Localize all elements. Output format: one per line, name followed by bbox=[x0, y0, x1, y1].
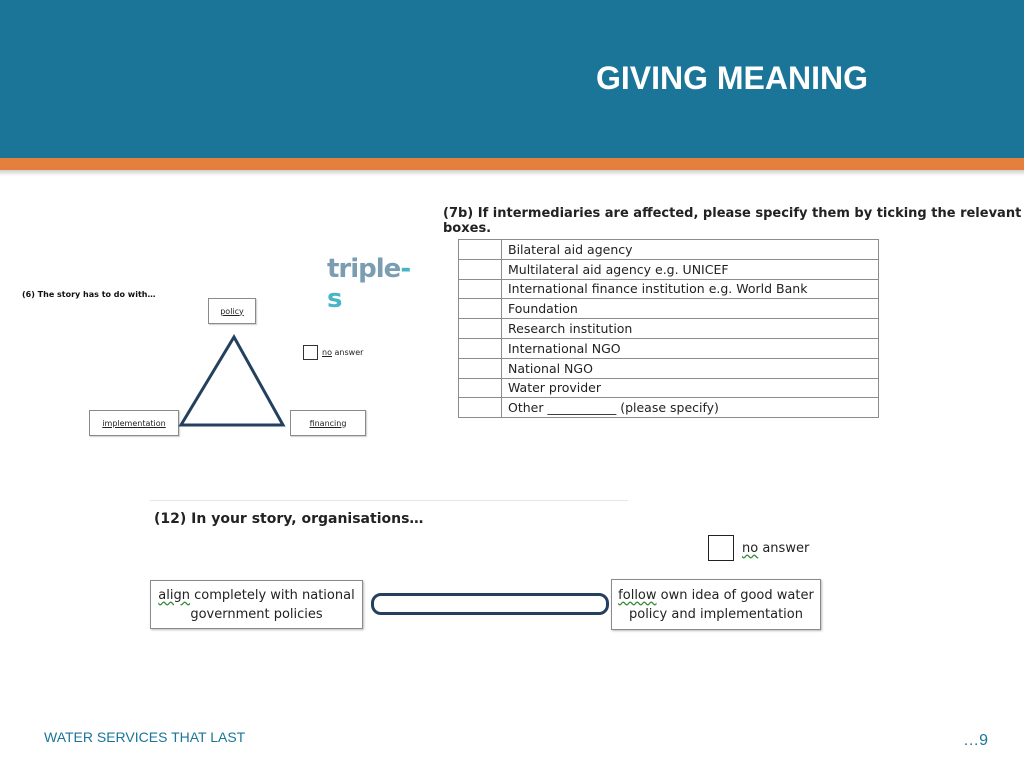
q6-answer-word: answer bbox=[331, 348, 364, 357]
option-label: Other ___________ (please specify) bbox=[502, 398, 879, 418]
q6-no-answer-label bbox=[322, 348, 363, 357]
policy-option[interactable]: policy bbox=[208, 298, 256, 324]
option-label: Foundation bbox=[502, 299, 879, 319]
table-row bbox=[459, 279, 879, 299]
align-option-box[interactable] bbox=[150, 580, 363, 629]
page-number: …9 bbox=[963, 732, 988, 749]
option-label: International NGO bbox=[502, 338, 879, 358]
option-label: National NGO bbox=[502, 358, 879, 378]
logo-suffix-text: -s bbox=[327, 254, 411, 314]
option-label: Multilateral aid agency e.g. UNICEF bbox=[502, 259, 879, 279]
triple-s-logo bbox=[327, 254, 423, 314]
logo-main-text: triple bbox=[327, 254, 401, 284]
table-row bbox=[459, 259, 879, 279]
alignment-scale-slider[interactable] bbox=[371, 593, 609, 615]
follow-option-box[interactable] bbox=[611, 579, 821, 630]
tick-box[interactable] bbox=[459, 398, 502, 418]
follow-rest: own idea of good water bbox=[656, 587, 814, 603]
q6-panel bbox=[18, 250, 423, 455]
financing-option[interactable]: financing bbox=[290, 410, 366, 436]
q12-question: (12) In your story, organisations… bbox=[154, 511, 424, 527]
q12-divider bbox=[150, 500, 628, 501]
slide-title: GIVING MEANING bbox=[595, 60, 868, 96]
q12-no-answer[interactable] bbox=[708, 535, 809, 561]
align-line2: government policies bbox=[190, 606, 323, 622]
q12-answer-word: answer bbox=[758, 540, 810, 556]
option-label: Water provider bbox=[502, 378, 879, 398]
q6-no-word: no bbox=[322, 348, 332, 357]
q7b-options-table bbox=[458, 239, 879, 418]
tick-box[interactable] bbox=[459, 299, 502, 319]
q6-question: (6) The story has to do with… bbox=[22, 290, 156, 299]
option-label: Bilateral aid agency bbox=[502, 240, 879, 260]
policy-triangle[interactable] bbox=[178, 334, 288, 429]
tick-box[interactable] bbox=[459, 319, 502, 339]
implementation-option[interactable]: implementation bbox=[89, 410, 179, 436]
align-option-text bbox=[158, 586, 354, 624]
follow-line2: policy and implementation bbox=[628, 606, 803, 622]
follow-word: follow bbox=[618, 587, 657, 603]
table-row bbox=[459, 299, 879, 319]
q12-no-answer-label bbox=[742, 541, 809, 556]
header-band bbox=[0, 0, 1024, 158]
header-accent-stripe bbox=[0, 158, 1024, 170]
option-label: International finance institution e.g. World Bank bbox=[502, 279, 879, 299]
table-row bbox=[459, 398, 879, 418]
q12-no-word: no bbox=[742, 540, 759, 556]
option-label: Research institution bbox=[502, 319, 879, 339]
tick-box[interactable] bbox=[459, 279, 502, 299]
table-row bbox=[459, 338, 879, 358]
tick-box[interactable] bbox=[459, 338, 502, 358]
table-row bbox=[459, 319, 879, 339]
follow-option-text bbox=[618, 586, 814, 624]
tick-box[interactable] bbox=[459, 259, 502, 279]
table-row bbox=[459, 358, 879, 378]
q7b-question: (7b) If intermediaries are affected, please specify them by ticking the relevant boxes. bbox=[443, 206, 1022, 236]
q6-no-answer-checkbox[interactable] bbox=[303, 345, 318, 360]
q12-no-answer-checkbox[interactable] bbox=[708, 535, 734, 561]
header-shadow bbox=[0, 170, 1024, 176]
tick-box[interactable] bbox=[459, 240, 502, 260]
tick-box[interactable] bbox=[459, 358, 502, 378]
align-rest: completely with national bbox=[189, 587, 355, 603]
align-word: align bbox=[158, 587, 190, 603]
q6-no-answer[interactable] bbox=[303, 345, 363, 360]
table-row bbox=[459, 378, 879, 398]
footer-tagline: WATER SERVICES THAT LAST bbox=[44, 729, 246, 745]
table-row bbox=[459, 240, 879, 260]
tick-box[interactable] bbox=[459, 378, 502, 398]
